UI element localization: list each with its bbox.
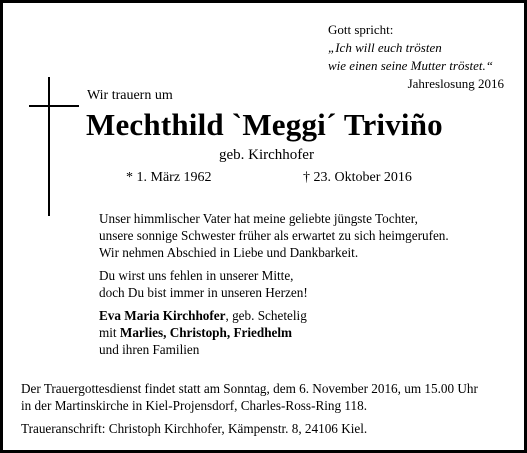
- mourner-siblings: Marlies, Christoph, Friedhelm: [119, 325, 293, 340]
- text-line: in der Martinskirche in Kiel-Projensdorf, Charles-Ross-Ring 118.: [21, 398, 367, 413]
- birth-date: * 1. März 1962: [126, 170, 212, 185]
- mourning-address: Traueranschrift: Christoph Kirchhofer, Kämpenstr. 8, 24106 Kiel.: [21, 421, 368, 436]
- text-line: Der Trauergottesdienst findet statt am Sonntag, dem 6. November 2016, um 15.00 Uhr: [21, 381, 478, 396]
- mourner-name: Eva Maria Kirchhofer: [99, 308, 226, 323]
- farewell-paragraph: [99, 210, 449, 261]
- verse-line-1: „Ich will euch trösten: [328, 40, 442, 55]
- text-line: doch Du bist immer in unseren Herzen!: [99, 285, 308, 300]
- mourner-line-3: und ihren Familien: [99, 342, 200, 357]
- text-line: unsere sonnige Schwester früher als erwartet zu sich heimgerufen.: [99, 228, 449, 243]
- cross-vertical-bar: [48, 77, 50, 216]
- deceased-name: Mechthild `Meggi´ Triviño: [86, 107, 443, 142]
- mourner-line-1: [99, 307, 307, 324]
- birth-name: geb. Kirchhofer: [219, 147, 314, 163]
- text-line: Wir nehmen Abschied in Liebe und Dankbarkeit.: [99, 245, 359, 260]
- mourner-line-2: [99, 324, 307, 341]
- verse-line-2: wie einen seine Mutter tröstet.“: [328, 58, 494, 73]
- cross-horizontal-bar: [29, 105, 79, 107]
- mourner-maiden-name: , geb. Schetelig: [225, 308, 307, 323]
- remembrance-paragraph: [99, 267, 308, 301]
- mourning-intro: Wir trauern um: [87, 88, 173, 103]
- verse-source: Jahreslosung 2016: [407, 76, 504, 91]
- text-line: Unser himmlischer Vater hat meine geliebte jüngste Tochter,: [99, 211, 418, 226]
- service-info: [21, 380, 478, 414]
- mourners-list: [99, 307, 307, 358]
- mourner-prefix: mit: [99, 325, 120, 340]
- bible-verse: [328, 21, 504, 93]
- text-line: Du wirst uns fehlen in unserer Mitte,: [99, 268, 294, 283]
- death-date: † 23. Oktober 2016: [303, 170, 412, 185]
- verse-intro: Gott spricht:: [328, 22, 394, 37]
